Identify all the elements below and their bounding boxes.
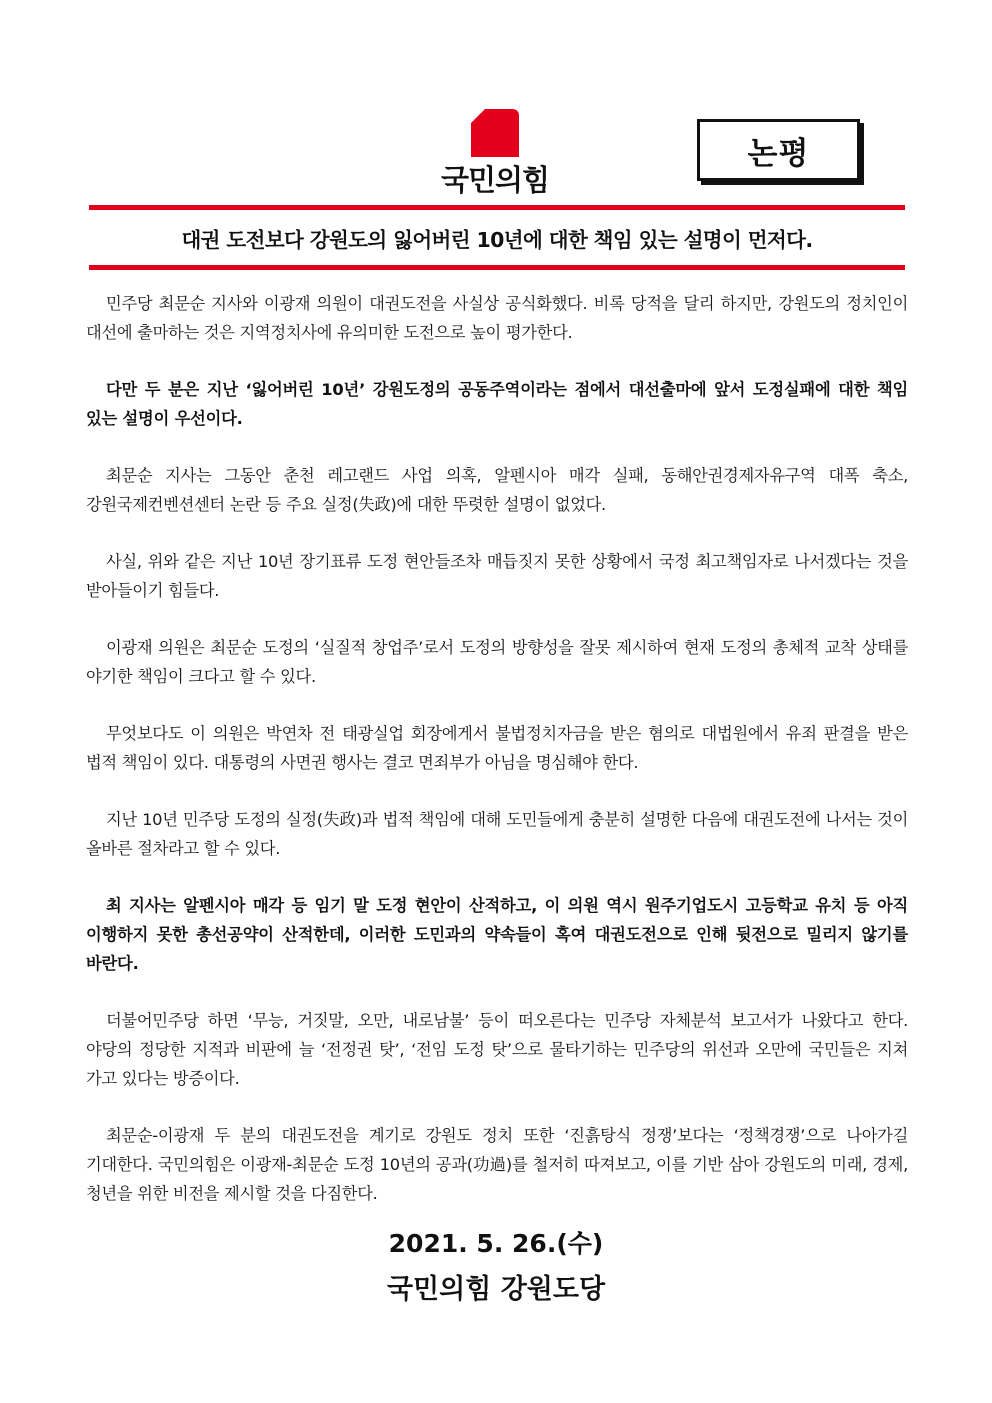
paragraph-emphasis: 최 지사는 알펜시아 매각 등 임기 말 도정 현안이 산적하고, 이 의원 역시 원주기업도시 고등학교 유치 등 아직 이행하지 못한 총선공약이 산적한데, 이러한 도민과의 약속들이 혹여 대권도전으로 인해 뒷전으로 밀리지 않기를 바란다. <box>86 896 908 973</box>
party-logo-text: 국민의힘 <box>440 163 550 197</box>
commentary-badge: 논평 <box>697 119 860 181</box>
party-logo-icon <box>471 109 519 157</box>
statement-date: 2021. 5. 26.(수) <box>388 1229 604 1258</box>
paragraph-emphasis: 다만 두 분은 지난 ‘잃어버린 10년’ 강원도정의 공동주역이라는 점에서 대선출마에 앞서 도정실패에 대한 책임 있는 설명이 우선이다. <box>86 380 908 428</box>
headline-top-rule <box>89 205 905 210</box>
paragraph: 더불어민주당 하면 ‘무능, 거짓말, 오만, 내로남불’ 등이 떠오른다는 민주당 자체분석 보고서가 나왔다고 한다. 야당의 정당한 지적과 비판에 늘 ‘전정권 탓’, ‘전임 도정 탓’으로 물타기하는 민주당의 위선과 오만에 국민들은 지쳐 가고 있다는 방증이다. <box>86 1011 908 1088</box>
headline-bottom-rule <box>89 265 905 270</box>
paragraph: 민주당 최문순 지사와 이광재 의원이 대권도전을 사실상 공식화했다. 비록 당적을 달리 하지만, 강원도의 정치인이 대선에 출마하는 것은 지역정치사에 유의미한 도전으로 높이 평가한다. <box>86 294 908 342</box>
paragraph: 최문순 지사는 그동안 춘천 레고랜드 사업 의혹, 알펜시아 매각 실패, 동해안권경제자유구역 대폭 축소, 강원국제컨벤션센터 논란 등 주요 실정(失政)에 대한 뚜렷한 설명이 없었다. <box>86 466 908 514</box>
paragraph: 무엇보다도 이 의원은 박연차 전 태광실업 회장에게서 불법정치자금을 받은 혐의로 대법원에서 유죄 판결을 받은 법적 책임이 있다. 대통령의 사면권 행사는 결코 면죄부가 아님을 명심해야 한다. <box>86 724 908 772</box>
paragraph: 지난 10년 민주당 도정의 실정(失政)과 법적 책임에 대해 도민들에게 충분히 설명한 다음에 대권도전에 나서는 것이 올바른 절차라고 할 수 있다. <box>86 810 908 858</box>
paragraph: 이광재 의원은 최문순 도정의 ‘실질적 창업주’로서 도정의 방향성을 잘못 제시하여 현재 도정의 총체적 교착 상태를 야기한 책임이 크다고 할 수 있다. <box>86 638 908 686</box>
paragraph: 사실, 위와 같은 지난 10년 장기표류 도정 현안들조차 매듭짓지 못한 상황에서 국정 최고책임자로 나서겠다는 것을 받아들이기 힘들다. <box>86 552 908 600</box>
statement-body <box>86 289 908 1236</box>
headline: 대권 도전보다 강원도의 잃어버린 10년에 대한 책임 있는 설명이 먼저다. <box>181 228 813 252</box>
issuing-organization: 국민의힘 강원도당 <box>386 1274 606 1305</box>
paragraph: 최문순-이광재 두 분의 대권도전을 계기로 강원도 정치 또한 ‘진흙탕식 정쟁’보다는 ‘정책경쟁’으로 나아가길 기대한다. 국민의힘은 이광재-최문순 도정 10년의 공과(功過)를 철저히 따져보고, 이를 기반 삼아 강원도의 미래, 경제, 청년을 위한 비전을 제시할 것을 다짐한다. <box>86 1126 908 1203</box>
